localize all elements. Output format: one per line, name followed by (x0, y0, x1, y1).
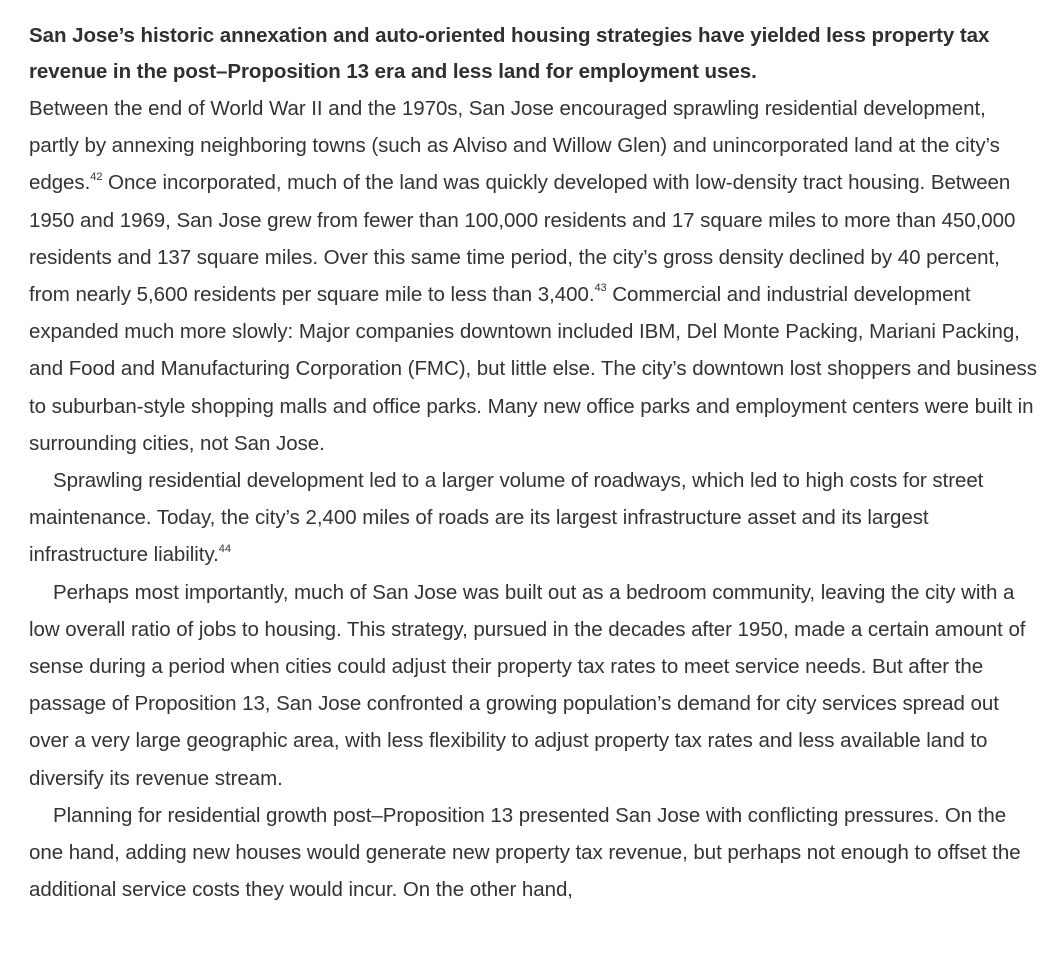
section-heading: San Jose’s historic annexation and auto-oriented housing strategies have yielded less property tax revenue in the post–Proposition 13 era and less land for employment uses. (29, 24, 990, 83)
footnote-ref: 42 (90, 170, 103, 183)
footnote-ref: 43 (594, 282, 607, 295)
paragraph-annexation-history (29, 90, 1038, 462)
paragraph-roadways (29, 462, 1038, 574)
paragraph-text: Once incorporated, much of the land was quickly developed with low-density tract housing. Between 1950 and 1969, San Jose grew from fewer than 100,000 residents and 17 square miles to more than 450,000 residents and 137 square miles. Over this same time period, the city’s gross density declined by 40 percent, from nearly 5,600 residents per square mile to less than 3,400. (29, 171, 1016, 307)
paragraph-text: Commercial and industrial development expanded much more slowly: Major companies downtown included IBM, Del Monte Packing, Mariani Packing, and Food and Manufacturing Corporation (FMC), but little else. The city’s downtown lost shoppers and business to suburban-style shopping malls and office parks. Many new office parks and employment centers were built in surrounding cities, not San Jose. (29, 283, 1037, 455)
paragraph-text: Planning for residential growth post–Proposition 13 presented San Jose with conflicting pressures. On the one hand, adding new houses would generate new property tax revenue, but perhaps not enough to offset the additional service costs they would incur. On the other hand, (29, 803, 1021, 902)
paragraph-text: Between the end of World War II and the 1970s, San Jose encouraged sprawling residential development, partly by annexing neighboring towns (such as Alviso and Willow Glen) and unincorporated land at the city’s edges. (29, 97, 1000, 195)
paragraph-residential-growth (29, 797, 1038, 909)
paragraph-text: Sprawling residential development led to a larger volume of roadways, which led to high costs for street maintenance. Today, the city’s 2,400 miles of roads are its largest infrastructure asset and its largest infrastructure liability. (29, 469, 984, 567)
paragraph-bedroom-community (29, 574, 1038, 797)
paragraph-text: Perhaps most importantly, much of San Jose was built out as a bedroom community, leaving the city with a low overall ratio of jobs to housing. This strategy, pursued in the decades after 1950, made a certain amount of sense during a period when cities could adjust their property tax rates to meet service needs. But after the passage of Proposition 13, San Jose confronted a growing population’s demand for city services spread out over a very large geographic area, with less flexibility to adjust property tax rates and less available land to diversify its revenue stream. (29, 580, 1026, 790)
footnote-ref: 44 (218, 542, 231, 555)
